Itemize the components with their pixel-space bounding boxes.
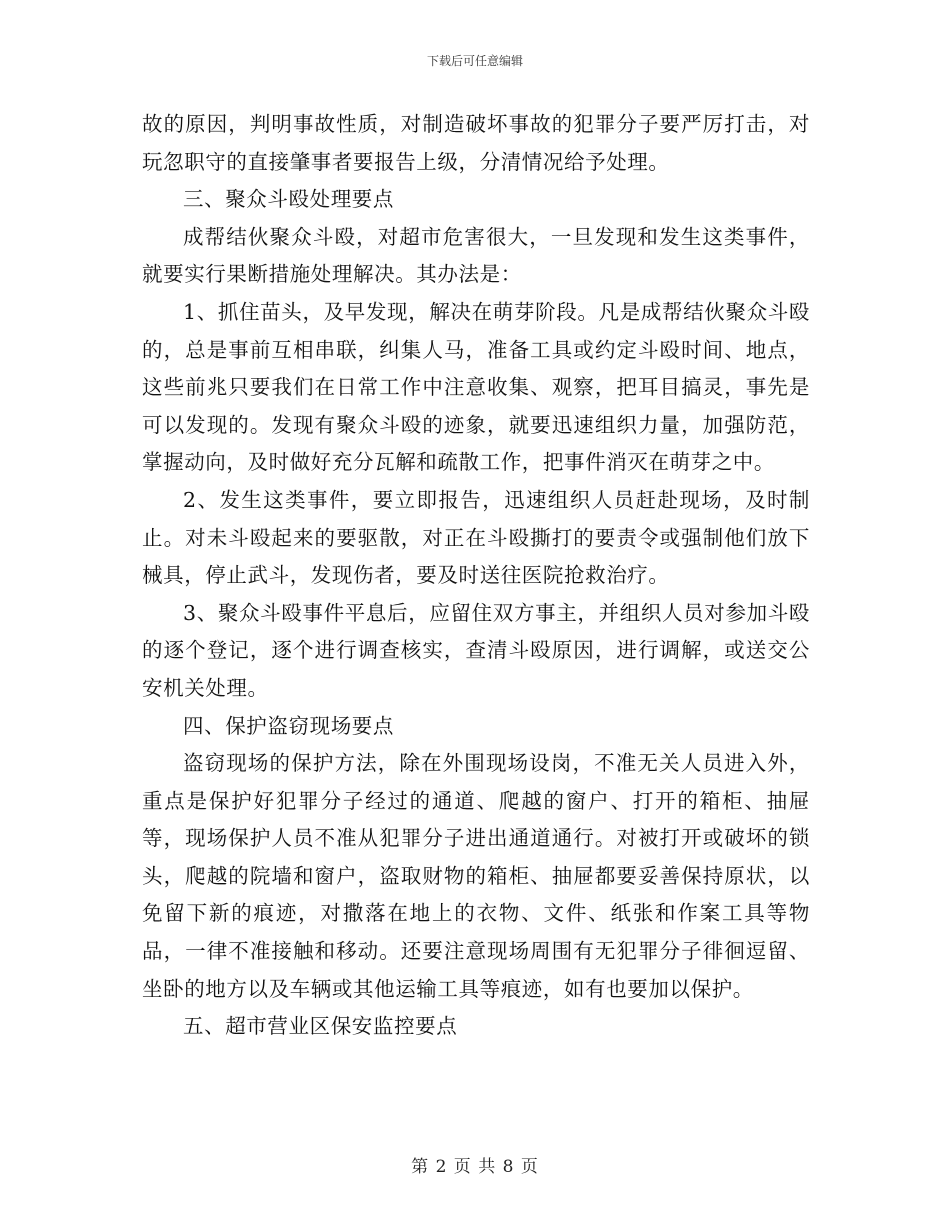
paragraph-brawl-intro: 成帮结伙聚众斗殴，对超市危害很大，一旦发现和发生这类事件，就要实行果断措施处理解决。其办法是：	[142, 224, 810, 287]
section-heading-4: 四、保护盗窃现场要点	[183, 713, 394, 738]
page-header: 下载后可任意编辑	[426, 54, 523, 68]
section-heading-3: 三、聚众斗殴处理要点	[183, 187, 394, 212]
paragraph-brawl-step-1: 1、抓住苗头，及早发现，解决在萌芽阶段。凡是成帮结伙聚众斗殴的，总是事前互相串联，纠集人马，准备工具或约定斗殴时间、地点，这些前兆只要我们在日常工作中注意收集、观察，把耳目搞灵，事先是可以发现的。发现有聚众斗殴的迹象，就要迅速组织力量，加强防范，掌握动向，及时做好充分瓦解和疏散工作，把事件消灭在萌芽之中。	[142, 299, 810, 475]
paragraph-brawl-step-2: 2、发生这类事件，要立即报告，迅速组织人员赶赴现场，及时制止。对未斗殴起来的要驱散，对正在斗殴撕打的要责令或强制他们放下械具，停止武斗，发现伤者，要及时送往医院抢救治疗。	[142, 487, 810, 588]
page-number: 第 2 页 共 8 页	[411, 1157, 539, 1177]
document-body	[142, 106, 810, 1046]
paragraph-theft-scene: 盗窃现场的保护方法，除在外围现场设岗，不准无关人员进入外，重点是保护好犯罪分子经过的通道、爬越的窗户、打开的箱柜、抽屉等，现场保护人员不准从犯罪分子进出通道通行。对被打开或破坏的锁头，爬越的院墙和窗户，盗取财物的箱柜、抽屉都要妥善保持原状，以免留下新的痕迹，对撒落在地上的衣物、文件、纸张和作案工具等物品，一律不准接触和移动。还要注意现场周围有无犯罪分子徘徊逗留、坐卧的地方以及车辆或其他运输工具等痕迹，如有也要加以保护。	[142, 751, 810, 1001]
section-heading-5: 五、超市营业区保安监控要点	[183, 1014, 458, 1039]
paragraph-continuation: 故的原因，判明事故性质，对制造破坏事故的犯罪分子要严厉打击，对玩忽职守的直接肇事者要报告上级，分清情况给予处理。	[142, 112, 810, 174]
paragraph-brawl-step-3: 3、聚众斗殴事件平息后，应留住双方事主，并组织人员对参加斗殴的逐个登记，逐个进行调查核实，查清斗殴原因，进行调解，或送交公安机关处理。	[142, 600, 810, 700]
